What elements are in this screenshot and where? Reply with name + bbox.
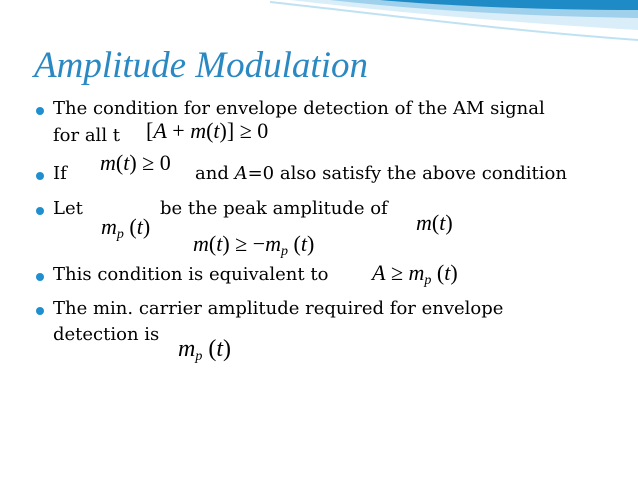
slide-title: Amplitude Modulation	[34, 45, 368, 86]
bullet-dot	[36, 172, 44, 180]
equation-a-ge-mp: $A \ge m_p$ (t)	[372, 260, 458, 288]
equation-condition: [A + m(t)] ≥ 0	[146, 118, 269, 143]
bullet-2-and: and	[195, 163, 235, 184]
bullet-3-mid: be the peak amplitude of	[160, 198, 388, 219]
equation-mp-label: $m_p$ (t)	[101, 214, 151, 242]
equation-min-carrier: $m_p$ (t)	[178, 336, 232, 364]
bullet-2-rest	[195, 163, 567, 184]
bullet-4-text: This condition is equivalent to	[53, 264, 329, 285]
equation-m-of-t: m(t)	[416, 210, 453, 235]
bullet-2-if: If	[53, 163, 67, 184]
bullet-1-line-2: for all t	[53, 125, 121, 146]
bullet-1-line-1: The condition for envelope detection of the AM signal	[53, 98, 545, 119]
bullet-2-var-a: A	[234, 163, 248, 184]
equation-m-nonnegative: m(t) ≥ 0	[100, 150, 171, 175]
bullet-3-let: Let	[53, 198, 83, 219]
bullet-dot	[36, 307, 44, 315]
equation-m-ge-neg-mp: $m(t) \ge -m_p$ (t)	[193, 231, 315, 259]
bullet-2-tail: =0 also satisfy the above condition	[247, 163, 567, 184]
bullet-dot	[36, 107, 44, 115]
bullet-dot	[36, 207, 44, 215]
bullet-dot	[36, 273, 44, 281]
bullet-5-line-1: The min. carrier amplitude required for envelope	[53, 298, 504, 319]
bullet-5-line-2: detection is	[53, 324, 160, 345]
